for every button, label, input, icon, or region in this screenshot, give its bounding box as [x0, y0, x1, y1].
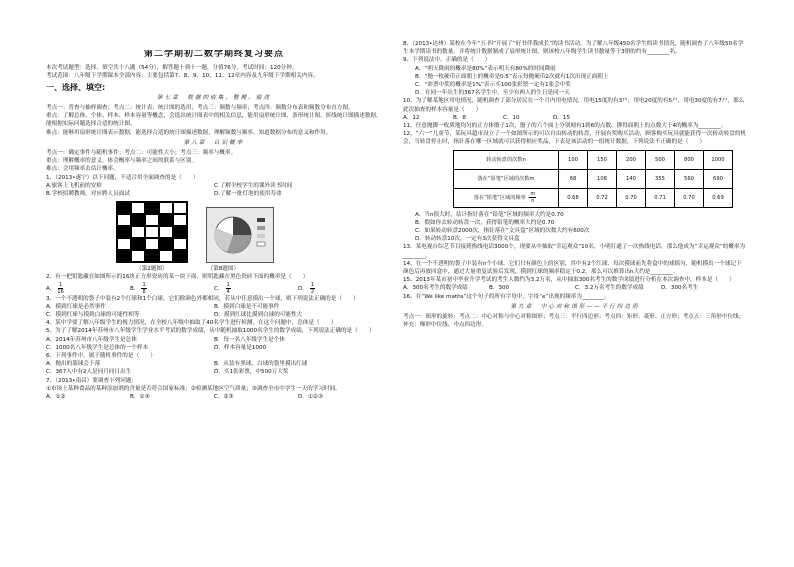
question-10-options — [403, 114, 603, 122]
table-cell: 500 — [646, 150, 675, 169]
table-cell: 0.68 — [559, 188, 588, 207]
question-9: 9、下列说法中，正确的是（ ） — [403, 57, 491, 64]
question-15: 15、2013年某市初中毕业升学考试的考生人数约为3.2万名，从中抽取300名考生的数学成绩进行分析在本次调查中，样本是（ ） — [403, 277, 735, 284]
fraction-denominator: 16 — [57, 288, 64, 295]
q15-option-b: B．300 — [489, 285, 510, 292]
table-row-label — [454, 188, 559, 207]
q10-option-d: D．15 — [553, 114, 571, 121]
table-cell: 560 — [675, 169, 704, 188]
q5-option-d: D．样本容量是1000 — [214, 344, 267, 351]
option-letter: D． — [298, 285, 308, 292]
q12-option-c: C．如果转动转盘2000次，指针落在“文具盒”区域的次数大约有600次 — [415, 228, 590, 235]
q12-option-d: D．转动转盘10次，一定有3次获得文具盒 — [415, 236, 520, 243]
question-3-options-2 — [46, 311, 382, 319]
table-row-label: 转动转盘的次数n — [454, 150, 559, 169]
question-2: 2、有一把钥匙藏在如图所示的16块正方形瓷砖的某一块下面，则钥匙藏在黑色瓷砖下面的概率是（ ） — [46, 274, 309, 281]
table-cell: 0.70 — [675, 188, 704, 207]
ch7-points: 考点一：普查与抽样调查；考点二：统计表；统计图的选用；考点三：频数与频率；考点四：频数分布表和频数分布直方图。 — [46, 105, 354, 112]
figure-2-caption: （第2题图） — [136, 266, 168, 273]
question-6-options-2 — [46, 368, 382, 376]
table-cell: 800 — [675, 150, 704, 169]
option-letter: B． — [130, 285, 140, 292]
fraction-numerator: m — [530, 191, 536, 198]
q3-option-b: B．摸到白球是不可能事件 — [214, 303, 280, 310]
table-cell: 100 — [559, 150, 588, 169]
chapter-9-heading: 第九章 中心对称图形——平行四边形 — [510, 303, 640, 310]
q1-option-d: D.了解一批灯泡的使用寿命 — [214, 191, 282, 198]
table-cell: 0.72 — [588, 188, 617, 207]
right-column — [403, 40, 747, 329]
q12-option-b: B．假如你去转动转盘一次，获得铅笔的概率大约是0.70 — [415, 219, 555, 226]
q7-option-a: A．①② — [46, 394, 66, 401]
q1-option-c: B.学校招聘教师，对应聘人员面试 — [46, 191, 130, 198]
fraction-denominator: 2 — [310, 288, 315, 295]
ch9-points: 考点一：图形的旋转；考点二：中心对称与中心对称图形；考点三：平行四边形；考点四：矩形、菱形、正方形；考点五：三角形中位线；补充：梯形中位线、中点四边形。 — [403, 314, 745, 329]
table-row-label: 落在“铅笔”区域的次数m — [454, 169, 559, 188]
question-6: 6、下列事件中，属于随机事件的是（ ） — [46, 353, 156, 360]
q12-option-a: A．当n很大时，估计指针落在“铅笔”区域的频率大约是0.70 — [415, 211, 564, 218]
fraction-numerator: 1 — [142, 281, 146, 288]
table-cell: 1000 — [704, 150, 733, 169]
figures-row — [116, 201, 382, 263]
fraction-numerator: 1 — [310, 281, 315, 288]
question-5-options-2 — [46, 344, 382, 352]
option-fraction — [226, 282, 231, 295]
fraction-denominator: 4 — [226, 288, 230, 295]
question-15-options — [403, 284, 747, 292]
question-7: 7、（2013•南昌）要调查下列问题： — [46, 377, 138, 384]
ch7-key: 重点：了解总体、个体、样本、样本容量等概念，会选出统计图表中的相关信息，能用扇形统计图、条形统计图、折线统计图描述数据，能根据实际问题选择合适的统计图。 — [46, 113, 382, 128]
q9-option-d: D．在同一年出生的367名学生中，至少有两人的生日是同一天 — [415, 90, 570, 97]
fraction-denominator: 8 — [142, 288, 146, 295]
table-cell: 108 — [588, 169, 617, 188]
fraction-denominator: n — [531, 198, 535, 205]
q1-option-a: A.旅客上飞机前的安检 — [46, 182, 102, 189]
q10-option-c: C．10 — [503, 114, 520, 121]
table-cell: 140 — [617, 169, 646, 188]
question-3: 3、一个不透明的袋子中装有2个红球和1个白球，它们除颜色外都相同，若从中任意摸出一个球，则下列说法正确的是（ ） — [46, 295, 359, 302]
question-4: 4、某中学要了解八年级学生的视力情况，在全校八年级中抽取了40名学生进行检测，在这个问题中，总体是（ ） — [46, 320, 337, 327]
question-1: 1、（2013•遂宁）以下问题，不适合用全面调查的是（ ） — [46, 174, 199, 181]
question-8: 8、（2013•达州）某校在今年“五·四”开展了“好书伴我成长”的读书活动，为了解八年级450名学生的读书情况，随机调查了八年级50名学生本学期读书的数量，并将统计数据制成了扇形统计图，则该校八年级学生读书数量等于3册的约有________名。 — [403, 41, 744, 56]
q15-option-d: D．300名考生 — [661, 285, 699, 292]
question-14: 14、在一个不透明的袋子中装有n个小球，它们只有颜色上的区别，其中有2个红球，每次摸球前先将盒中的球摇匀，随机摸出一个球记下颜色后再放回盒中，通过大量重复试验后发现，摸到红球的频率稳定于0.2，那么可以推算出n大约是________。 — [403, 260, 742, 276]
q9-option-b: B．“抛一枚硬币正面朝上的概率是0.5”表示每抛硬币2次就有1次出现正面朝上 — [415, 73, 609, 80]
q5-option-a: A．2014年苏州市八年级学生是总体 — [46, 336, 137, 343]
left-column — [46, 44, 382, 401]
table-cell: 355 — [646, 169, 675, 188]
figure-captions — [136, 265, 382, 273]
q2-option-c — [214, 282, 298, 295]
q3-option-a: A．摸到红球是必然事件 — [46, 303, 106, 310]
table-row — [454, 150, 733, 169]
option-letter: C． — [214, 285, 224, 292]
q5-option-b: B．每一名八年级学生是个体 — [214, 336, 285, 343]
ch7-difficulty: 难点：能够用扇形统计图表示数据，能选择合适的统计图描述数据，理解频数与频率，知道数据分布的意义和作用。 — [46, 129, 332, 136]
fraction-numerator: 1 — [226, 281, 230, 288]
section-heading: 一、选择、填空: — [46, 82, 106, 92]
table-cell: 0.71 — [646, 188, 675, 207]
q9-option-c: C．“彩票中奖的概率是1%”表示买100张彩票一定有1张会中奖 — [415, 82, 571, 89]
frequency-label: 落在“铅笔”区域的频率 — [473, 195, 526, 202]
fraction-numerator: 1 — [59, 281, 63, 288]
q6-option-d: D．买1张彩票，中500万大奖 — [214, 369, 289, 376]
table-cell: 0.70 — [617, 188, 646, 207]
q2-option-a — [46, 282, 130, 295]
question-13: 13、某电视台综艺节目接到热线电话3000个，现要从中抽取“幸运观众”10名，小明打通了一次热线电话，那么他成为“幸运观众”的概率为________。 — [403, 244, 746, 259]
q6-option-c: C．367人中有2人是同月同日出生 — [46, 369, 132, 376]
table-cell: 150 — [588, 150, 617, 169]
q15-option-a: A．300名考生的数学成绩 — [403, 285, 468, 292]
q7-option-d: D．①②③ — [298, 394, 323, 401]
table-cell: 200 — [617, 150, 646, 169]
tile-grid-figure — [116, 201, 188, 263]
question-7-items: ①市场上某种食品的某种添加剂的含量是否符合国家标准；②检测某地区空气质量；③调查全市中学生一天的学习时间。 — [46, 385, 341, 392]
q7-option-c: C．②③ — [214, 394, 234, 401]
pie-chart-figure — [206, 207, 274, 263]
question-2-options — [46, 282, 382, 295]
intro-line-2: 考试范围：八年级下学期课本全部内容：主要包括第7、8、9、10、11、12章内容及九年级下学期相关内容。 — [46, 73, 319, 80]
figure-8-caption: （第8题图） — [207, 266, 240, 273]
page-title: 第二学期初二数学期终复习要点 — [143, 50, 284, 59]
question-5-options — [46, 336, 382, 344]
option-letter: A． — [46, 285, 56, 292]
q6-option-b: B．从装有黑球、白球的袋里摸出红球 — [214, 361, 308, 368]
question-3-options — [46, 303, 382, 311]
table-cell: 690 — [704, 169, 733, 188]
q7-option-b: B．①③ — [130, 394, 150, 401]
question-10: 10、为了解某地区用电情况，随机调查了部分居民在一个月内用电情况，用电15度的有3户，用电20度的有5户，用电30度的有7户，那么此次抽查的样本容量是（ ） — [403, 98, 745, 113]
question-5: 5、为了了解2014年苏州市八年级学生学业水平考试的数学成绩，从中随机抽取1000名学生的数学成绩，下列说法正确的是（ ） — [46, 328, 375, 335]
question-7-options — [46, 393, 382, 401]
option-fraction — [310, 282, 315, 295]
chapter-7-heading: 第七章 数据的收集、整理、描述 — [157, 94, 271, 101]
q10-option-a: A．12 — [403, 114, 420, 121]
q1-option-b: C.了解全校学生的课外读书时间 — [214, 182, 293, 189]
spinner-data-table — [453, 150, 733, 208]
question-16: 16、在“We like maths”这个句子的所有字母中，字母“e”出现的频率为________。 — [403, 293, 610, 300]
q2-option-b — [130, 282, 214, 295]
m-over-n-fraction — [529, 191, 536, 204]
table-cell: 0.69 — [704, 188, 733, 207]
q9-option-a: A．“明天降雨的概率是80%”表示明天有80%的时间降雨 — [415, 65, 556, 72]
chapter-8-heading: 第八章 认识概率 — [183, 139, 245, 146]
q5-option-c: C．1000名八年级学生是总体的一个样本 — [46, 344, 149, 351]
question-6-options — [46, 360, 382, 368]
question-1-options — [46, 182, 382, 190]
option-fraction — [141, 282, 146, 295]
ch8-difficulty: 难点：会用频率去估计概率。 — [46, 166, 119, 173]
question-12: 12、“六一”儿童节，某玩具超市设立了一个如图所示的可以自由转动的转盘，开展有奖购买活动，顾客购买玩具就能获得一次转动转盘的机会，当转盘停止时，指针落在哪一区域就可以获得相应奖品，下表是该活动的一组统计数据，下列说法不正确的是（ ） — [403, 131, 746, 146]
q3-option-d: D．摸到红球比摸到白球的可能性大 — [214, 312, 303, 319]
q2-option-d — [298, 282, 382, 295]
q15-option-c: C．3.2万名考生的数学成绩 — [575, 285, 644, 292]
ch8-points: 考点一：确定事件与随机事件；考点二：可能性大小；考点三：频率与概率。 — [46, 150, 237, 157]
intro-line-1: 本次考试题型：选择、填空共十八题（54分），解答题十到十一题，分值76分。考试时间：120分钟。 — [46, 65, 298, 72]
q3-option-c: C．摸到红球与摸到白球的可能性相等 — [46, 312, 140, 319]
q10-option-b: B．8 — [453, 114, 466, 121]
ch8-key: 重点：理解概率的意义，体会概率与频率之间的联系与区别。 — [46, 158, 198, 165]
option-fraction — [57, 282, 63, 295]
table-row — [454, 188, 733, 207]
table-cell: 68 — [559, 169, 588, 188]
question-1-options-2 — [46, 190, 382, 198]
question-11: 11、任意抛掷一枚质地均匀的正方体骰子1次，骰子的六个面上分别刻有1到6的点数，掷得面朝上的点数大于4的概率为________。 — [403, 123, 727, 130]
table-row — [454, 169, 733, 188]
q6-option-a: A．抛出的篮球会下落 — [46, 361, 101, 368]
